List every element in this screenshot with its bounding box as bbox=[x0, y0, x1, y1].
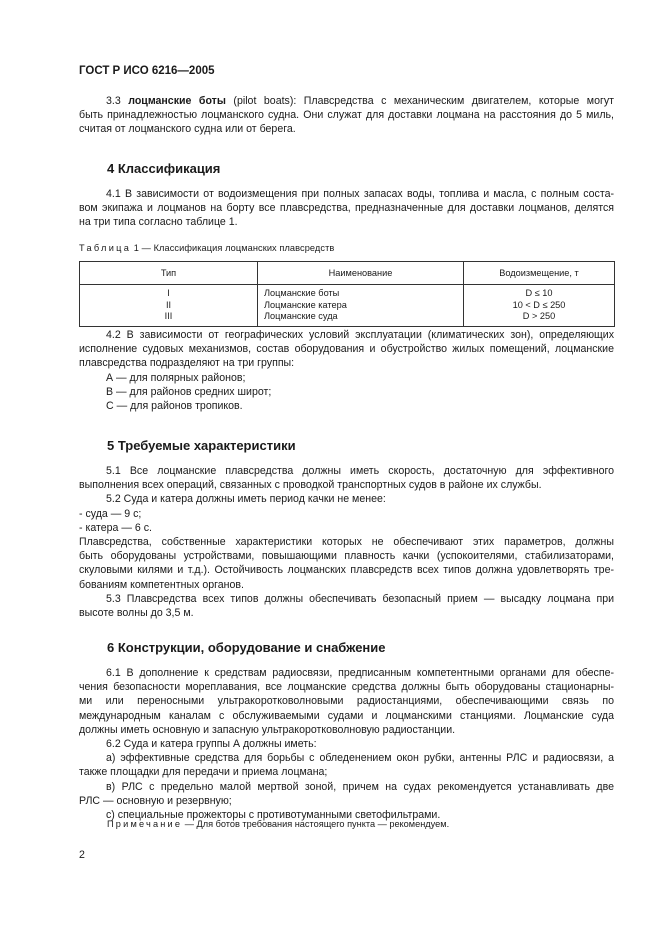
item-b-line1: в) РЛС с предельно малой мертвой зоной, причем на судах рекомендуется устанавливать две bbox=[106, 780, 614, 793]
document-header: ГОСТ Р ИСО 6216—2005 bbox=[79, 65, 215, 77]
table-1-caption bbox=[79, 243, 334, 253]
clause-6-2: 6.2 Суда и катера группы А должны иметь: bbox=[106, 738, 317, 751]
clause-5-3-line2: высоте волны до 3,5 м. bbox=[79, 607, 194, 620]
note-text: — Для ботов требования настоящего пункта — рекомендуем. bbox=[182, 819, 450, 829]
clause-3-3-line2: быть принадлежностью лоцманского судна. Они служат для доставки лоцмана на расстояния до 5 миль, bbox=[79, 109, 614, 122]
note bbox=[107, 819, 449, 829]
col-header-name: Наименование bbox=[258, 262, 464, 285]
table-row bbox=[80, 285, 615, 327]
clause-3-3 bbox=[79, 94, 614, 137]
group-c: С — для районов тропиков. bbox=[106, 400, 243, 413]
displacement-vessels: D > 250 bbox=[522, 311, 556, 322]
table-1 bbox=[79, 261, 615, 327]
type-ii: II bbox=[165, 299, 172, 310]
cell-displacements bbox=[464, 285, 615, 327]
col-header-displacement: Водоизмещение, т bbox=[464, 262, 615, 285]
clause-3-3-text: (pilot boats): Плавсредства с механическим двигателем, которые могут bbox=[225, 95, 614, 107]
clause-4-2-line1: 4.2 В зависимости от географических условий эксплуатации (климатических зон), определяющих bbox=[106, 329, 614, 341]
cell-names bbox=[258, 285, 464, 327]
clause-4-1-line2: вом экипажа и лоцманов на борту все плавсредства, предназначенные для доставки лоцманов, делятся bbox=[79, 202, 614, 215]
item-a-line1: а) эффективные средства для борьбы с обледенением окон рубки, антенны РЛС и радиосвязи, а bbox=[106, 752, 614, 765]
displacement-boats: D ≤ 10 bbox=[525, 288, 553, 298]
clause-6-1-line5: должны иметь основную и запасную ультракоротковолновую радиостанции. bbox=[79, 723, 456, 736]
clause-5-1-line1: 5.1 Все лоцманские плавсредства должны иметь скорость, достаточную для эффективного bbox=[106, 465, 614, 477]
clause-4-1 bbox=[79, 187, 614, 230]
item-b-line2: РЛС — основную и резервную; bbox=[79, 794, 232, 807]
item-a-line2: также площадки для передачи и приема лоцмана; bbox=[79, 766, 328, 779]
clause-6-1-line1: 6.1 В дополнение к средствам радиосвязи, предписанным компетентными органами для обеспе- bbox=[106, 667, 614, 679]
name-boats: Лоцманские боты bbox=[264, 288, 340, 298]
period-launches: - катера — 6 с. bbox=[79, 521, 152, 534]
item-c: с) специальные прожекторы с противотуманными светофильтрами. bbox=[106, 809, 441, 822]
clause-4-2-line2: исполнение судовых механизмов, состав оборудования и обустройство жилых помещений, лоцманские bbox=[79, 343, 614, 356]
caption-label: Таблица bbox=[79, 243, 132, 253]
clause-4-1-line3: на три типа согласно таблице 1. bbox=[79, 216, 238, 229]
displacement-launches: 10 < D ≤ 250 bbox=[512, 299, 566, 310]
table-header-row bbox=[80, 262, 615, 285]
clause-3-3-line3: считая от лоцманского судна или от берега. bbox=[79, 123, 296, 136]
clause-4-1-line1: 4.1 В зависимости от водоизмещения при полных запасах воды, топлива и масла, с полным соста- bbox=[106, 188, 614, 200]
clause-5-1-line2: выполнения всех операций, связанных с проводкой транспортных судов в районе их службы. bbox=[79, 479, 542, 492]
clause-6-1-line3: ми или переносными ультракоротковолновыми радиостанциями, обеспечивающими связь по bbox=[79, 695, 614, 708]
clause-5-2: 5.2 Суда и катера должны иметь период качки не менее: bbox=[106, 493, 386, 506]
type-iii: III bbox=[164, 311, 173, 322]
section-5-heading: 5 Требуемые характеристики bbox=[107, 438, 296, 453]
section-6-heading: 6 Конструкции, оборудование и снабжение bbox=[107, 640, 386, 655]
term-pilot-boats: лоцманские боты bbox=[128, 95, 226, 107]
type-i: I bbox=[167, 288, 170, 298]
clause-6 bbox=[79, 666, 614, 822]
clause-4-2-line3: плавсредства подразделяют на три группы: bbox=[79, 357, 295, 370]
clause-6-1-line2: чения безопасности мореплавания, все лоцманские средства должны быть оборудованы стационарны- bbox=[79, 681, 614, 694]
clause-6-1-line4: международным каналам с обслуживаемыми судами и лоцманскими станциями. Лоцманские суда bbox=[79, 709, 614, 722]
clause-number: 3.3 bbox=[106, 95, 121, 107]
note-label: Примечание bbox=[107, 819, 183, 829]
name-vessels: Лоцманские суда bbox=[264, 311, 338, 322]
stability-line1: Плавсредства, собственные характеристики которых не обеспечивают этих параметров, должны bbox=[79, 536, 614, 549]
clause-3-3-line1 bbox=[79, 94, 614, 108]
col-header-type: Тип bbox=[80, 262, 258, 285]
stability-line2: быть оборудованы устройствами, повышающими плавность качки (успокоителями, стабилизаторами, bbox=[79, 550, 614, 563]
stability-line4: бованиям компетентных органов. bbox=[79, 578, 244, 591]
cell-types bbox=[80, 285, 258, 327]
page-number: 2 bbox=[79, 849, 85, 861]
stability-line3: скуловыми килями и т.д.). Остойчивость лоцманских плавсредств всех типов должна удовлетворять тре- bbox=[79, 564, 614, 577]
clause-4-2 bbox=[79, 328, 614, 413]
section-4-heading: 4 Классификация bbox=[107, 161, 221, 176]
clause-5 bbox=[79, 464, 614, 620]
group-b: В — для районов средних широт; bbox=[106, 385, 272, 398]
period-vessels: - суда — 9 с; bbox=[79, 507, 142, 520]
clause-5-3-line1: 5.3 Плавсредства всех типов должны обеспечивать безопасный прием — высадку лоцмана при bbox=[106, 592, 614, 605]
group-a: А — для полярных районов; bbox=[106, 371, 246, 384]
caption-text: 1 — Классификация лоцманских плавсредств bbox=[131, 243, 335, 253]
name-launches: Лоцманские катера bbox=[264, 299, 347, 310]
